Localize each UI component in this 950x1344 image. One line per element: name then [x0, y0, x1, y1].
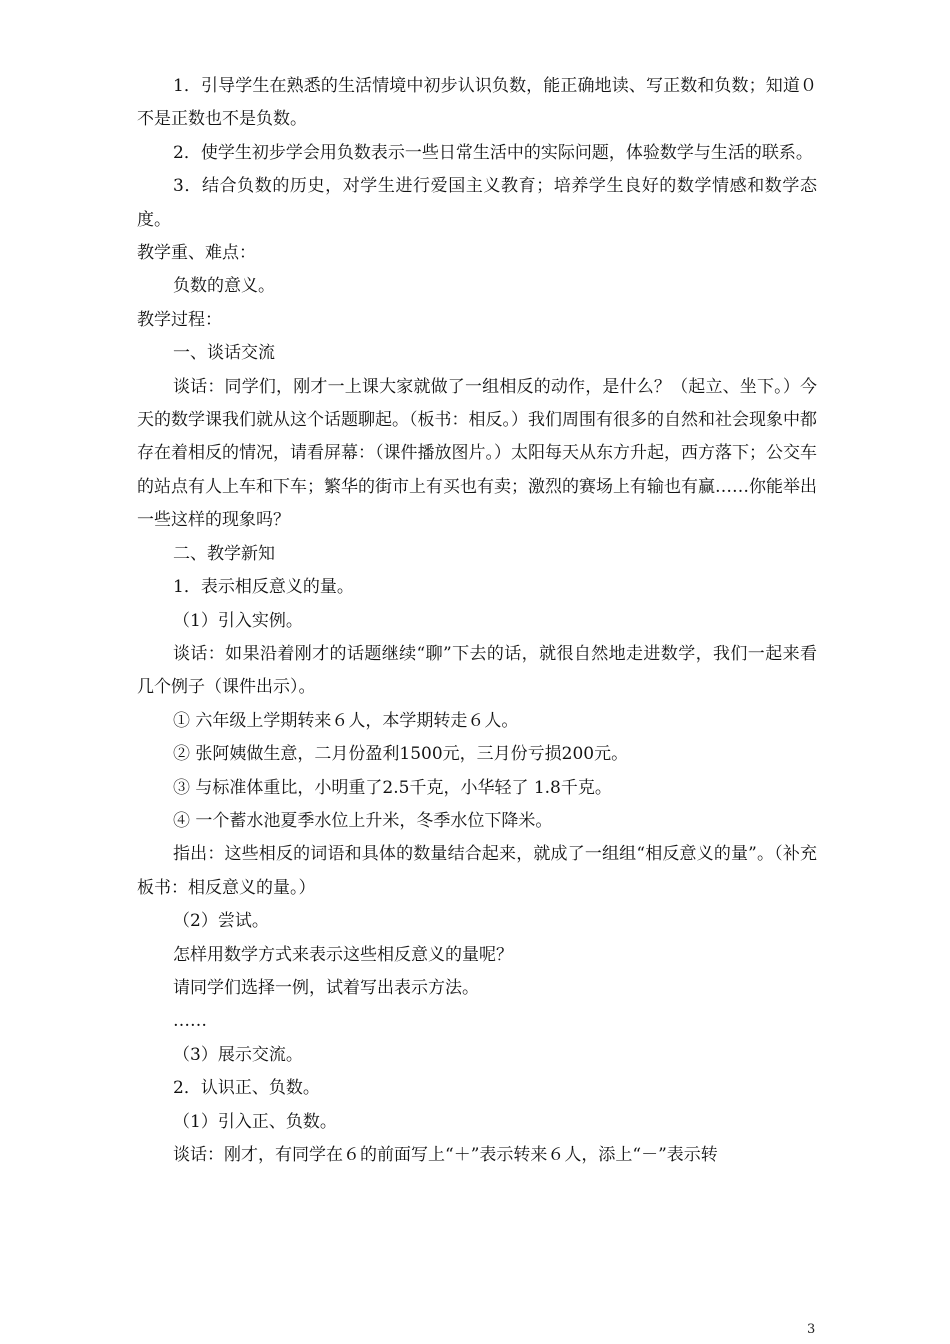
- step-2-title: （2）尝试。: [173, 911, 269, 932]
- step-2-instruction: 请同学们选择一例，试着写出表示方法。: [173, 977, 479, 998]
- subsection-2-talk: 谈话：刚才，有同学在６的前面写上“＋”表示转来６人，添上“－”表示转: [173, 1145, 718, 1165]
- objective-2: 2．使学生初步学会用负数表示一些日常生活中的实际问题，体验数学与生活的联系。: [173, 142, 813, 163]
- example-2: ② 张阿姨做生意，二月份盈利1500元，三月份亏损200元。: [173, 744, 629, 765]
- subsection-2-step-1: （1）引入正、负数。: [173, 1111, 337, 1132]
- step-1-note: 指出：这些相反的词语和具体的数量结合起来，就成了一组组“相反意义的量”。（补充板书：相反意义的量。）: [137, 844, 817, 898]
- step-1-title: （1）引入实例。: [173, 610, 303, 631]
- heading-key-points: 教学重、难点：: [137, 243, 256, 264]
- objective-1: 1．引导学生在熟悉的生活情境中初步认识负数，能正确地读、写正数和负数；知道０不是正数也不是负数。: [137, 76, 817, 130]
- example-1: ① 六年级上学期转来６人，本学期转走６人。: [173, 710, 519, 731]
- ellipsis: ……: [173, 1011, 207, 1032]
- section-1-talk: 谈话：同学们，刚才一上课大家就做了一组相反的动作，是什么？（起立、坐下。）今天的数学课我们就从这个话题聊起。（板书：相反。）我们周围有很多的自然和社会现象中都存在着相反的情况，请看屏幕：（课件播放图片。）太阳每天从东方升起，西方落下；公交车的站点有人上车和下车；繁华的街市上有买也有卖；激烈的赛场上有输也有赢……你能举出一些这样的现象吗？: [137, 376, 817, 531]
- step-1-talk: 谈话：如果沿着刚才的话题继续“聊”下去的话，就很自然地走进数学，我们一起来看几个例子（课件出示）。: [137, 643, 817, 698]
- example-3: ③ 与标准体重比，小明重了2.5千克，小华轻了 1.8千克。: [173, 777, 612, 798]
- heading-process: 教学过程：: [137, 309, 222, 330]
- page-number: 3: [807, 1322, 816, 1337]
- step-3-title: （3）展示交流。: [173, 1044, 303, 1065]
- section-2-title: 二、教学新知: [173, 543, 275, 564]
- example-4: ④ 一个蓄水池夏季水位上升米，冬季水位下降米。: [173, 810, 553, 831]
- subsection-2-title: 2．认识正、负数。: [173, 1078, 320, 1099]
- section-1-title: 一、谈话交流: [173, 343, 275, 364]
- subsection-1-title: 1．表示相反意义的量。: [173, 577, 354, 598]
- step-2-question: 怎样用数学方式来表示这些相反意义的量呢？: [173, 944, 513, 965]
- key-point-text: 负数的意义。: [173, 276, 275, 297]
- document-body: [137, 70, 817, 1172]
- objective-3: 3．结合负数的历史，对学生进行爱国主义教育；培养学生良好的数学情感和数学态度。: [137, 176, 817, 230]
